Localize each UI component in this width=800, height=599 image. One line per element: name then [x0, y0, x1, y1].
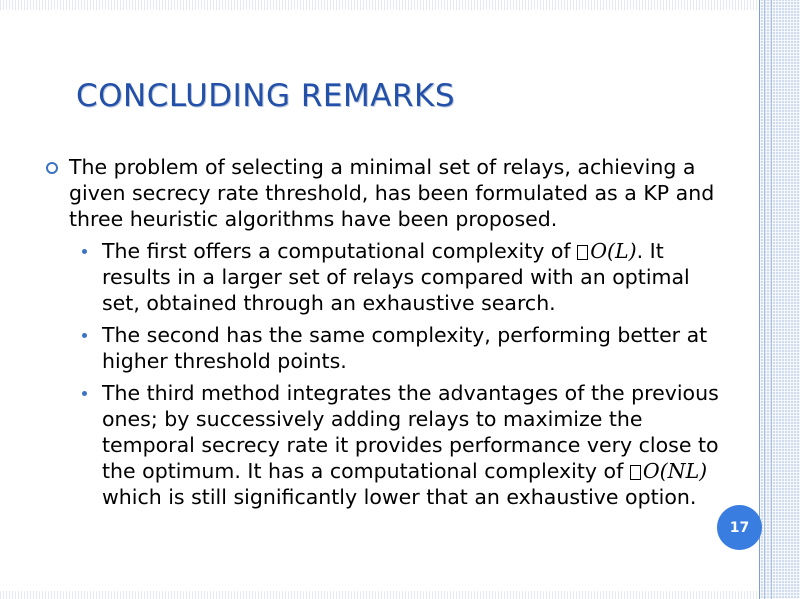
sub-bullet-item-third	[46, 380, 726, 510]
right-decorative-band	[760, 0, 800, 599]
sub-bullet-second-text: The second has the same complexity, performing better at higher threshold points.	[102, 323, 708, 373]
missing-glyph-icon	[630, 465, 641, 480]
sub-bullet-item-first	[46, 238, 726, 316]
edge-divider-line	[771, 0, 772, 599]
sub-bullet-third-text: The third method integrates the advantages of the previous ones; by successively adding relays to maximize the temporal secrecy rate it provides performance very close to the optimum. It has a computational complexity of	[102, 381, 719, 483]
sub-bullet-first-text-cont: . It results in a larger set of relays compared with an optimal set, obtained through an exhaustive search.	[102, 239, 690, 315]
bottom-decorative-strip	[0, 591, 760, 599]
ring-bullet-icon	[46, 162, 58, 174]
page-number-badge: 17	[717, 505, 762, 550]
sub-bullet-third-text-cont: which is still significantly lower that an exhaustive option.	[102, 485, 697, 509]
main-bullet-text: The problem of selecting a minimal set of relays, achieving a given secrecy rate threshold, has been formulated as a KP and three heuristic algorithms have been proposed.	[69, 155, 715, 231]
main-bullet-item	[46, 154, 726, 232]
missing-glyph-icon	[577, 245, 588, 260]
top-decorative-strip	[0, 0, 760, 10]
dot-bullet-icon	[82, 333, 87, 338]
complexity-formula: O(NL)	[642, 459, 708, 483]
sub-bullet-item-second	[46, 322, 726, 374]
dot-bullet-icon	[82, 249, 87, 254]
edge-divider-line	[764, 0, 765, 599]
sub-bullet-first-text: The first offers a computational complexity of	[102, 239, 571, 263]
slide-body	[46, 154, 726, 516]
dot-bullet-icon	[82, 391, 87, 396]
slide-title: CONCLUDING REMARKS	[76, 78, 456, 114]
complexity-formula: O(L)	[590, 239, 637, 263]
